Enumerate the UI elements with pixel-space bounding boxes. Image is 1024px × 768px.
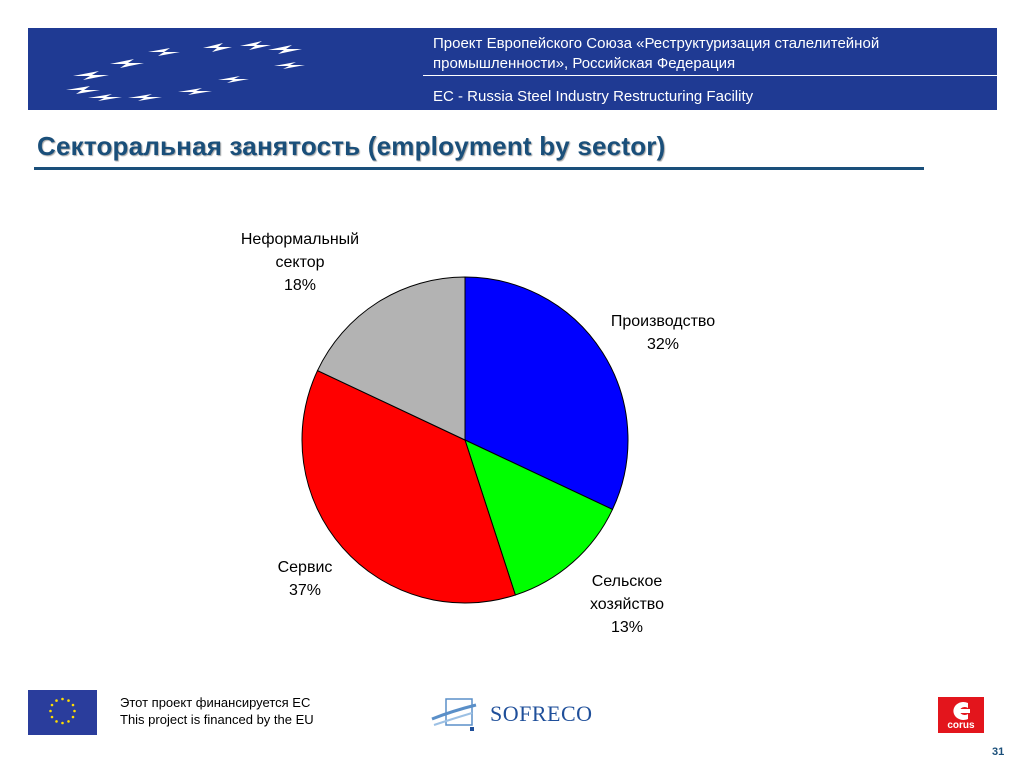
pie-label-agriculture [567,570,687,639]
slide-title: Секторальная занятость (employment by sector) [37,131,666,161]
slice-name: Производство [610,313,716,330]
project-title-ru: Проект Европейского Союза «Реструктуризация сталелитейной промышленности», Российская Федерация [433,35,880,72]
slice-value-label: 37% [288,582,322,599]
page-number: 31 [992,746,1005,758]
funding-note [120,694,314,728]
sofreco-wordmark: SOFRECO [490,701,593,726]
slice-name: Неформальный сектор [240,231,360,271]
pie-label-service [250,556,360,602]
slice-value-label: 18% [283,277,317,294]
slice-value-label: 13% [610,619,644,636]
eu-flag-icon [28,690,97,735]
sofreco-logo [430,693,600,737]
corus-wordmark: corus [947,720,975,731]
pie-label-informal [220,228,380,297]
pie-label-production [588,310,738,356]
funding-note-en: This project is financed by the EU [120,712,314,727]
slice-value-label: 32% [646,336,680,353]
slice-name: Сервис [277,559,333,576]
corus-logo [938,697,984,733]
sofreco-logo-icon [430,693,488,737]
funding-note-ru: Этот проект финансируется ЕС [120,695,311,710]
project-title-en: EC - Russia Steel Industry Restructuring Facility [433,88,754,105]
slice-name: Сельское хозяйство [589,573,665,613]
